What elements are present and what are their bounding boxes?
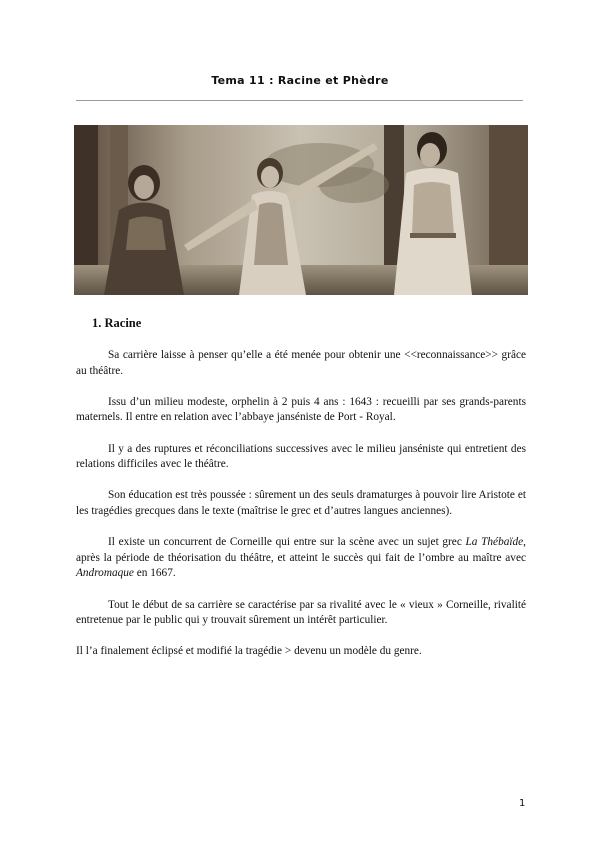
body-text <box>76 348 526 675</box>
paragraph: Il y a des ruptures et réconciliations successives avec le milieu janséniste qui entretient des relations difficiles avec le théâtre. <box>76 442 526 471</box>
title-divider <box>76 100 523 101</box>
paragraph: Issu d’un milieu modeste, orphelin à 2 puis 4 ans : 1643 : recueilli par ses grands-parents maternels. Il entre en relation avec l’abbaye janséniste de Port - Royal. <box>76 395 526 424</box>
page-number: 1 <box>519 798 526 809</box>
work-title: Andromaque <box>76 567 134 580</box>
paragraph: Tout le début de sa carrière se caractérise par sa rivalité avec le « vieux » Corneille, rivalité entretenue par le public qui y trouvait sûrement un intérêt particulier. <box>76 598 526 627</box>
theatre-photograph <box>74 125 528 295</box>
page-title: Tema 11 : Racine et Phèdre <box>211 74 389 87</box>
paragraph: Il existe un concurrent de Corneille qui entre sur la scène avec un sujet grec La Thébaïde, après la période de théorisation du théâtre, et atteint le succès qui fait de l’ombre au maître avec Andromaque en 1667. <box>76 536 526 580</box>
section-heading: 1. Racine <box>92 316 142 330</box>
paragraph: Il l’a finalement éclipsé et modifié la tragédie > devenu un modèle du genre. <box>76 645 422 658</box>
paragraph: Son éducation est très poussée : sûrement un des seuls dramaturges à pouvoir lire Aristote et les tragédies grecques dans le texte (maîtrise le grec et d’autres langues anciennes). <box>76 489 526 517</box>
work-title: La Thébaïde <box>465 536 524 549</box>
paragraph: Sa carrière laisse à penser qu’elle a été menée pour obtenir une <<reconnaissance>> grâce au théâtre. <box>76 349 526 377</box>
